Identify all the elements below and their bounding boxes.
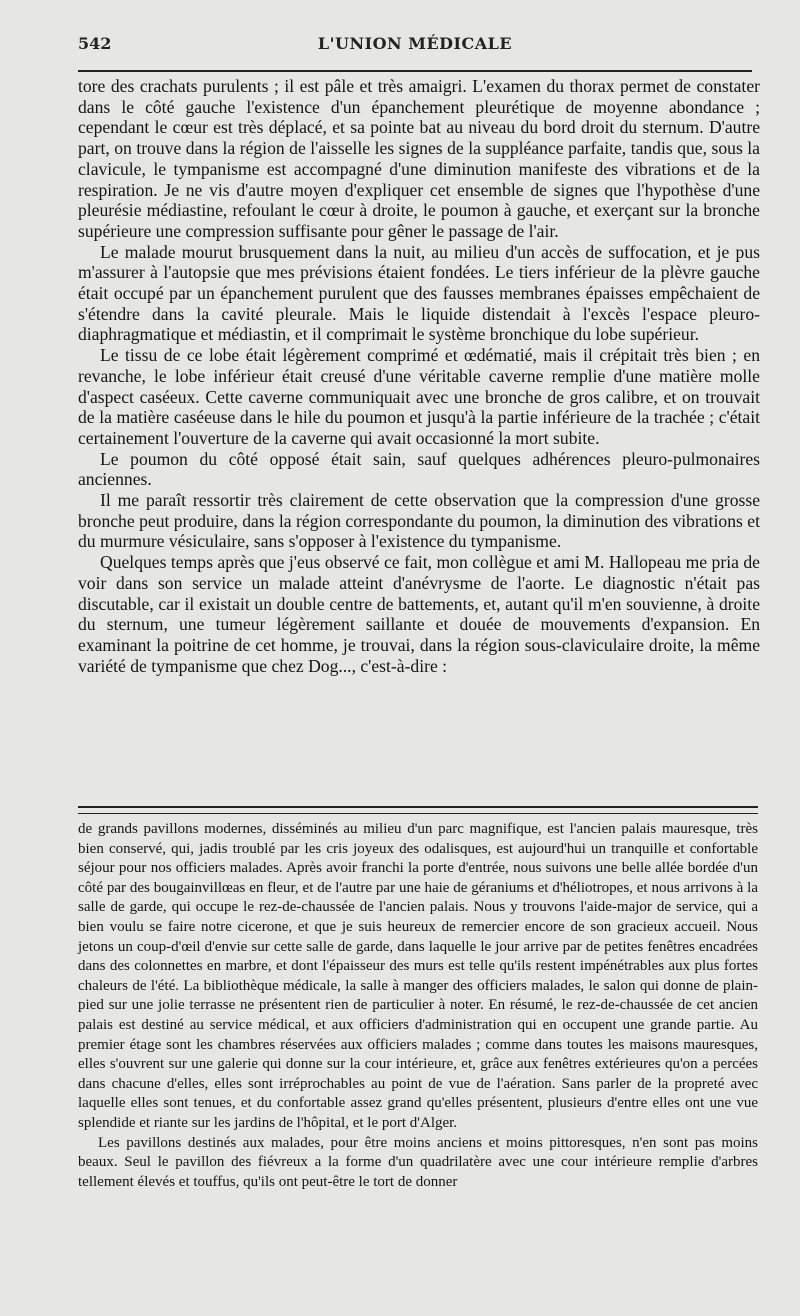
paragraph-conclusion: Il me paraît ressortir très clairement de cette observation que la compression d'une grosse bronche peut produire, dans la région correspondante du poumon, la diminution des vibrations et du murmure vésiculaire, sans s'opposer à l'existence du tympanisme. [78, 490, 760, 552]
paragraph-continuation: tore des crachats purulents ; il est pâle et très amaigri. L'examen du thorax permet de constater dans le côté gauche l'existence d'un épanchement pleurétique de moyenne abondance ; cependant le cœur est très déplacé, et sa pointe bat au niveau du bord droit du sternum. D'autre part, on trouve dans la région de l'aisselle les signes de la suppléance parfaite, tandis que, sous la clavicule, le tympanisme est accompagné d'une diminution manifeste des vibrations et de la respiration. Je ne vis d'autre moyen d'expliquer cet ensemble de signes que l'hypothèse d'une pleurésie médiastine, refoulant le cœur à droite, le poumon à gauche, et exerçant sur la bronche supérieure une compression suffisante pour gêner le passage de l'air. [78, 76, 760, 241]
footnote-separator [78, 806, 758, 814]
footnote [78, 820, 758, 1192]
journal-title: L'UNION MÉDICALE [317, 34, 513, 53]
paragraph-lobe-tissue: Le tissu de ce lobe était légèrement comprimé et œdématié, mais il crépitait très bien ; en revanche, le lobe inférieur était creusé d'une véritable caverne remplie d'une matière molle d'aspect caséeux. Cette caverne communiquait avec une bronche de gros calibre, et on trouvait de la matière caséeuse dans le hile du poumon et jusqu'à la partie inférieure de la trachée ; c'était certainement l'ouverture de la caverne qui avait occasionné la mort subite. [78, 345, 760, 448]
footnote-paragraph-pavilions: Les pavillons destinés aux malades, pour être moins anciens et moins pittoresques, n'en sont pas moins beaux. Seul le pavillon des fiévreux a la forme d'un quadrilatère avec une cour intérieure remplie d'arbres tellement élevés et touffus, qu'ils ont peut-être le tort de donner [78, 1134, 758, 1190]
footnote-paragraph-palace: de grands pavillons modernes, disséminés au milieu d'un parc magnifique, est l'ancien palais mauresque, très bien conservé, qui, jadis troublé par les cris joyeux des odalisques, est aujourd'hui un tranquille et confortable séjour pour nos officiers malades. Après avoir franchi la porte d'entrée, nous suivons une belle allée bordée d'un côté par des bougainvillœas en fleur, et de l'autre par une haie de géraniums et d'héliotropes, et nous arrivons à la salle de garde, qui occupe le rez-de-chaussée de l'ancien palais. Nous y trouvons l'aide-major de service, qui a bien voulu se faire notre cicerone, et que je suis heureux de remercier encore de son gracieux accueil. Nous jetons un coup-d'œil d'envie sur cette salle de garde, dans laquelle le jour arrive par de petites fenêtres encadrées dans des colonnettes en marbre, et dont l'épaisseur des murs est telle qu'ils restent impénétrables aux plus fortes chaleurs de l'été. La bibliothèque médicale, la salle à manger des officiers malades, le salon qui donne de plain-pied sur une jolie terrasse ne présentent rien de particulier à noter. En résumé, le rez-de-chaussée de cet ancien palais est destiné au service médical, et aux officiers d'administration qui en occupent une grande partie. Au premier étage sont les chambres réservées aux officiers malades ; comme dans toutes les maisons mauresques, elles s'ouvrent sur une galerie qui donne sur la cour intérieure, et, grâce aux fenêtres extérieures qu'on a percées dans chacune d'elles, elles sont irréprochables au point de vue de l'aération. Sans parler de la propreté avec laquelle elles sont tenues, et du confortable assez grand qu'elles présentent, plusieurs d'entre elles ont une vue splendide et riante sur les jardins de l'hôpital, et le port d'Alger. [78, 821, 758, 1131]
main-text [78, 76, 760, 676]
paragraph-autopsy: Le malade mourut brusquement dans la nuit, au milieu d'un accès de suffocation, et je pus m'assurer à l'autopsie que mes prévisions étaient fondées. Le tiers inférieur de la plèvre gauche était occupé par un épanchement purulent que des fausses membranes épaisses empêchaient de s'étendre dans la cavité pleurale. Mais le liquide distendait à l'excès l'espace pleuro-diaphragmatique et médiastin, et il comprimait le système bronchique du lobe supérieur. [78, 241, 760, 345]
page-number: 542 [78, 34, 112, 53]
paragraph-hallopeau-case: Quelques temps après que j'eus observé ce fait, mon collègue et ami M. Hallopeau me pria de voir dans son service un malade atteint d'anévrysme de l'aorte. Le diagnostic n'était pas discutable, car il existait un double centre de battements, et, autant qu'il m'en souvienne, à droite du sternum, une tumeur légèrement saillante et douée de mouvements d'expansion. En examinant la poitrine de cet homme, je trouvai, dans la région sous-claviculaire droite, la même variété de tympanisme que chez Dog..., c'est-à-dire : [78, 552, 760, 676]
running-head [78, 34, 752, 64]
header-rule [78, 70, 752, 72]
paragraph-opposite-lung: Le poumon du côté opposé était sain, sauf quelques adhérences pleuro-pulmonaires anciennes. [78, 448, 760, 490]
